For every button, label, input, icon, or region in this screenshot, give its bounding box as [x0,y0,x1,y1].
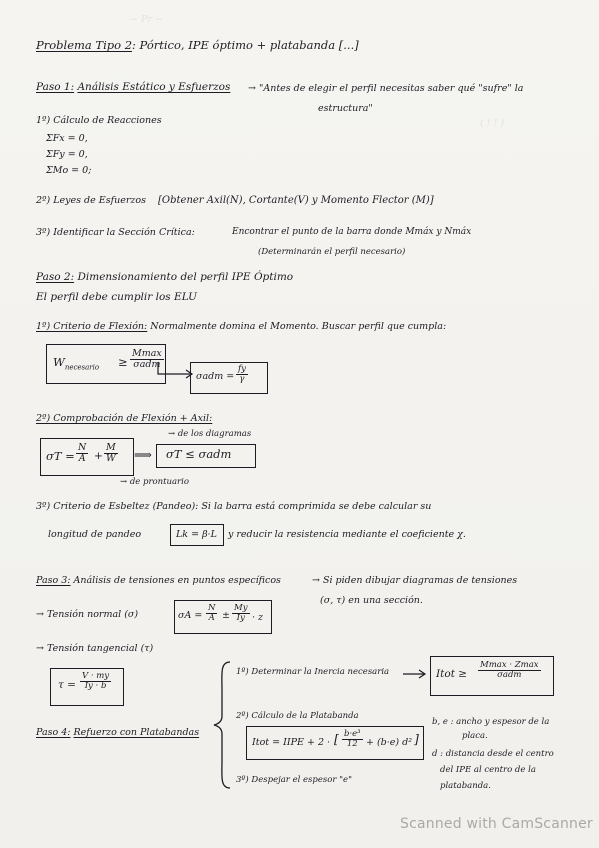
n-over-a: $\frac{N}{A}$ [78,442,87,464]
paso1-item3: 3º) Identificar la Sección Crítica: [36,227,195,238]
paso4-step3: 3º) Despejar el espesor "e" [236,775,352,785]
paso1-item3-note: (Determinarán el perfil necesario) [258,247,406,257]
equation-sum-fy: ΣFy = 0, [46,149,88,160]
paso1-item2-detail: [Obtener Axil(N), Cortante(V) y Momento Flector (M)] [158,195,434,206]
inercia-lhs: Itot ≥ [436,668,468,680]
tension-normal-label: → Tensión normal (σ) [36,609,139,620]
criterio-flexion: 1º) Criterio de Flexión: Normalmente domina el Momento. Buscar perfil que cumpla: [36,321,447,332]
itot-rest: + (b·e) d² [366,737,413,748]
times-z: · z [252,612,264,623]
inercia-fraction: Mmax · Zmax σadm [480,660,539,680]
paso2-heading: Paso 2: Dimensionamiento del perfil IPE Óptimo [36,271,294,283]
d-note-2: del IPE al centro de la [440,765,536,775]
comprobacion-flexion-axil: 2º) Comprobación de Flexión + Axil: [36,413,213,424]
paso3-note-2: (σ, τ) en una sección. [320,595,423,606]
paso1-note: → "Antes de elegir el perfil necesitas saber qué "sufre" la [248,83,524,94]
d-note-3: platabanda. [440,781,491,791]
condition-sigma: σT ≤ σadm [166,447,232,461]
paso1-note-2: estructura" [318,103,373,114]
reducir-resistencia: y reducir la resistencia mediante el coeficiente χ. [228,529,466,540]
w-necesario-lhs: $W_{necesario}$ [53,355,100,372]
equation-sum-mo: ΣMo = 0; [46,165,92,176]
criterio-esbeltez: 3º) Criterio de Esbeltez (Pandeo): Si la barra está comprimida se debe calcular su [36,501,432,512]
paso4-step2: 2º) Cálculo de la Platabanda [236,711,359,721]
paso1-item1: 1º) Cálculo de Reacciones [36,115,162,126]
be-note: b, e : ancho y espesor de la [432,717,550,727]
plus-minus: ± [222,610,230,621]
tau-lhs: τ = [58,679,76,691]
d-note: d : distancia desde el centro [432,749,554,759]
camscanner-watermark: Scanned with CamScanner [400,816,593,832]
be3-over-12: $\frac{\text{b·e³}}{12}$ [344,729,361,749]
paso4-step1: 1º) Determinar la Inercia necesaria [236,667,390,677]
sadm-lhs: σadm = [196,371,235,382]
note-prontuario: → de prontuario [120,477,189,487]
paso3-heading: Paso 3: Análisis de tensiones en puntos específicos [36,575,281,586]
lk-formula: Lk = β·L [176,529,217,540]
sig-n-over-a: $\frac{N}{A}$ [208,603,216,623]
tension-tangencial-label: → Tensión tangencial (τ) [36,643,154,654]
bleed-through-mark: ( ! ! ) [480,118,505,129]
paso1-item2: 2º) Leyes de Esfuerzos [36,195,146,206]
mmax-over-sadm: Mmax σadm [132,348,162,370]
paso2-intro: El perfil debe cumplir los ELU [36,291,197,303]
plus-sign: + [94,450,103,462]
sigma-a-lhs: σA = [178,610,203,621]
sigma-t-lhs: σT = [46,449,75,463]
paso4-heading: Paso 4: Refuerzo con Platabandas [36,727,200,738]
paso3-note: → Si piden dibujar diagramas de tensiones [312,575,518,586]
curly-brace [212,660,234,790]
tau-fraction: $\frac{V \cdot my}{Iy \cdot b}$ [82,671,110,691]
note-diagramas: → de los diagramas [168,429,252,439]
page-title: Problema Tipo 2: Pórtico, IPE óptimo + platabanda [...] [36,38,359,52]
implies-arrow: ⟹ [134,447,152,462]
paso1-heading: Paso 1: Análisis Estático y Esfuerzos [36,81,231,93]
fy-over-gamma: $\frac{fy}{\gamma}$ [238,364,246,384]
be-note-2: placa. [462,731,488,741]
geq-symbol: ≥ [118,355,128,369]
bracket-left: [ [334,731,339,746]
paso1-item3-detail: Encontrar el punto de la barra donde Mmáx y Nmáx [232,227,472,237]
bracket-right: ] [414,731,419,746]
arrow-icon [402,668,428,680]
itot-lhs: Itot = IIPE + 2 · [252,737,331,748]
equation-sum-fx: ΣFx = 0, [46,133,88,144]
m-over-w: $\frac{M}{W}$ [105,442,116,464]
longitud-pandeo-label: longitud de pandeo [48,529,142,540]
my-over-iy: $\frac{My}{Iy}$ [234,603,248,623]
bleed-through-mark: ~ Pr ~ [130,14,163,25]
